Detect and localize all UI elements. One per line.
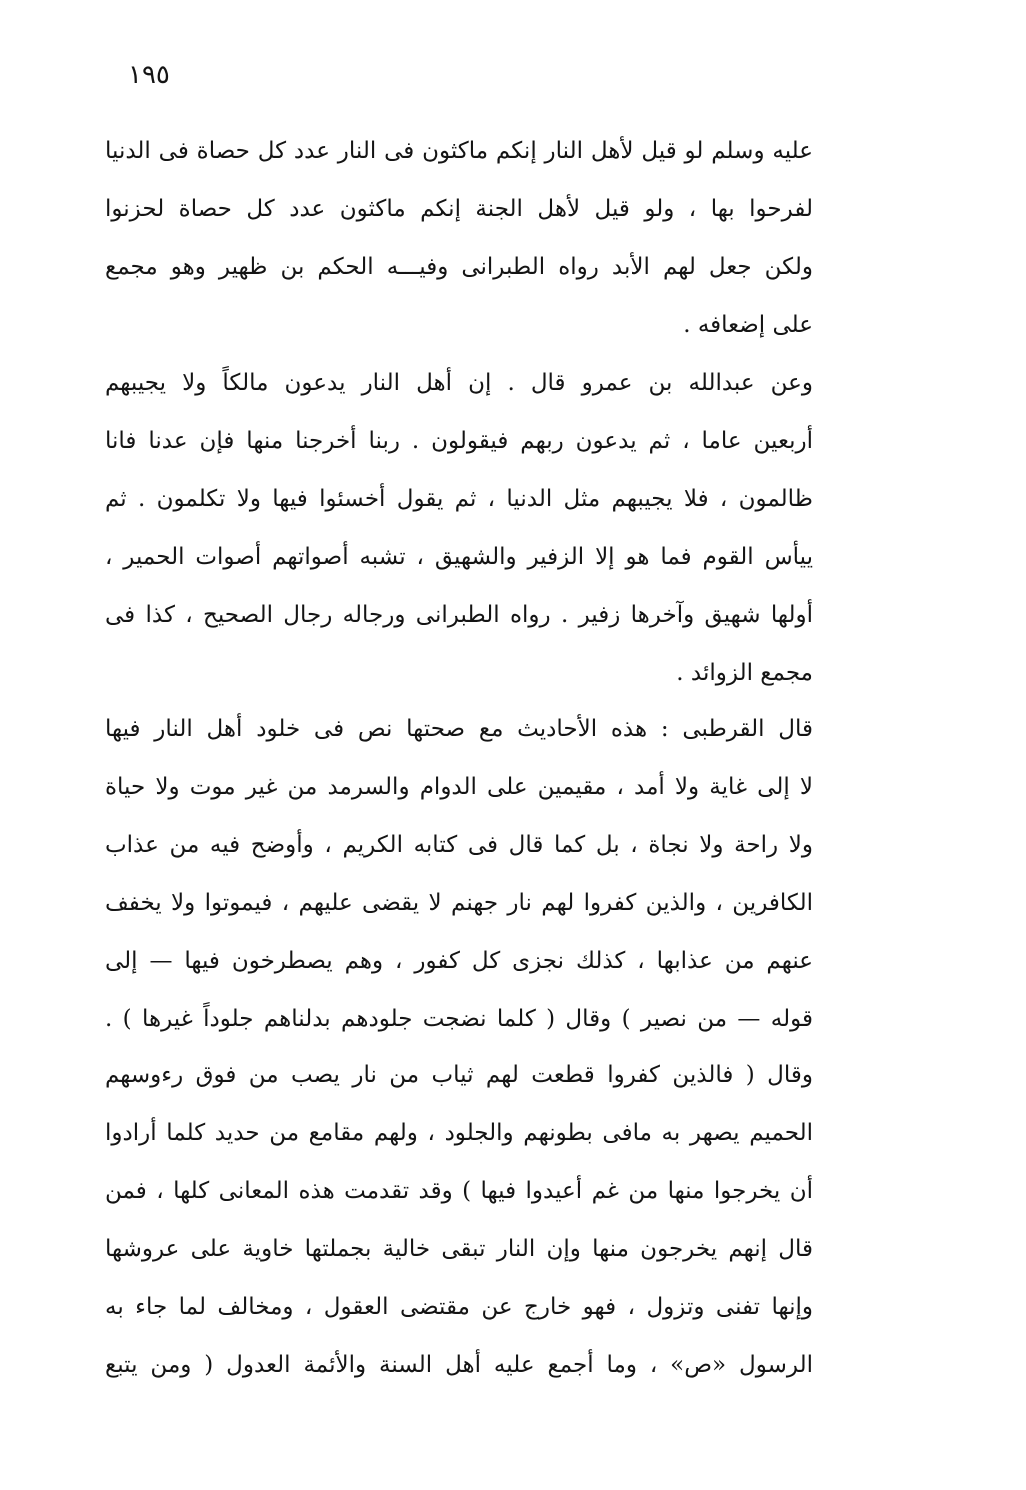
text-line: ظالمون ، فلا يجيبهم مثل الدنيا ، ثم يقول أخسئوا فيها ولا تكلمون . ثم <box>105 486 813 512</box>
text-line: أن يخرجوا منها من غم أعيدوا فيها ) وقد تقدمت هذه المعانى كلها ، فمن <box>105 1178 813 1204</box>
text-line: لفرحوا بها ، ولو قيل لأهل الجنة إنكم ماكثون عدد كل حصاة لحزنوا <box>105 196 813 222</box>
paragraph <box>105 122 813 354</box>
text-line: الرسول «ص» ، وما أجمع عليه أهل السنة والأئمة العدول ( ومن يتبع <box>105 1352 813 1378</box>
text-line: أربعين عاما ، ثم يدعون ربهم فيقولون . ربنا أخرجنا منها فإن عدنا فانا <box>105 428 813 454</box>
text-line: على إضعافه . <box>683 312 813 338</box>
text-line: وقال ( فالذين كفروا قطعت لهم ثياب من نار يصب من فوق رءوسهم <box>105 1062 813 1088</box>
text-line: وإنها تفنى وتزول ، فهو خارج عن مقتضى العقول ، ومخالف لما جاء به <box>105 1294 813 1320</box>
text-line: الحميم يصهر به مافى بطونهم والجلود ، ولهم مقامع من حديد كلما أرادوا <box>105 1120 813 1146</box>
text-line: أولها شهيق وآخرها زفير . رواه الطبرانى ورجاله رجال الصحيح ، كذا فى <box>105 602 813 628</box>
text-line: وعن عبدالله بن عمرو قال . إن أهل النار يدعون مالكاً ولا يجيبهم <box>105 370 813 396</box>
text-line: لا إلى غاية ولا أمد ، مقيمين على الدوام والسرمد من غير موت ولا حياة <box>105 774 813 800</box>
paragraph <box>105 700 813 1048</box>
text-line: قال إنهم يخرجون منها وإن النار تبقى خالية بجملتها خاوية على عروشها <box>105 1236 813 1262</box>
text-line: ييأس القوم فما هو إلا الزفير والشهيق ، تشبه أصواتهم أصوات الحمير ، <box>105 544 813 570</box>
text-line: عنهم من عذابها ، كذلك نجزى كل كفور ، وهم يصطرخون فيها — إلى <box>105 948 813 974</box>
text-line: مجمع الزوائد . <box>676 660 813 686</box>
text-line: ولكن جعل لهم الأبد رواه الطبرانى وفيـــه الحكم بن ظهير وهو مجمع <box>105 254 813 280</box>
text-line: عليه وسلم لو قيل لأهل النار إنكم ماكثون فى النار عدد كل حصاة فى الدنيا <box>105 138 813 164</box>
text-line: ولا راحة ولا نجاة ، بل كما قال فى كتابه الكريم ، وأوضح فيه من عذاب <box>105 832 813 858</box>
page-number: ١٩٥ <box>128 60 170 90</box>
text-line: الكافرين ، والذين كفروا لهم نار جهنم لا يقضى عليهم ، فيموتوا ولا يخفف <box>105 890 813 916</box>
text-line: قال القرطبى : هذه الأحاديث مع صحتها نص فى خلود أهل النار فيها <box>105 716 813 742</box>
paragraph <box>105 354 813 702</box>
text-line: قوله — من نصير ) وقال ( كلما نضجت جلودهم بدلناهم جلوداً غيرها ) . <box>105 1006 813 1032</box>
paragraph <box>105 1046 813 1394</box>
